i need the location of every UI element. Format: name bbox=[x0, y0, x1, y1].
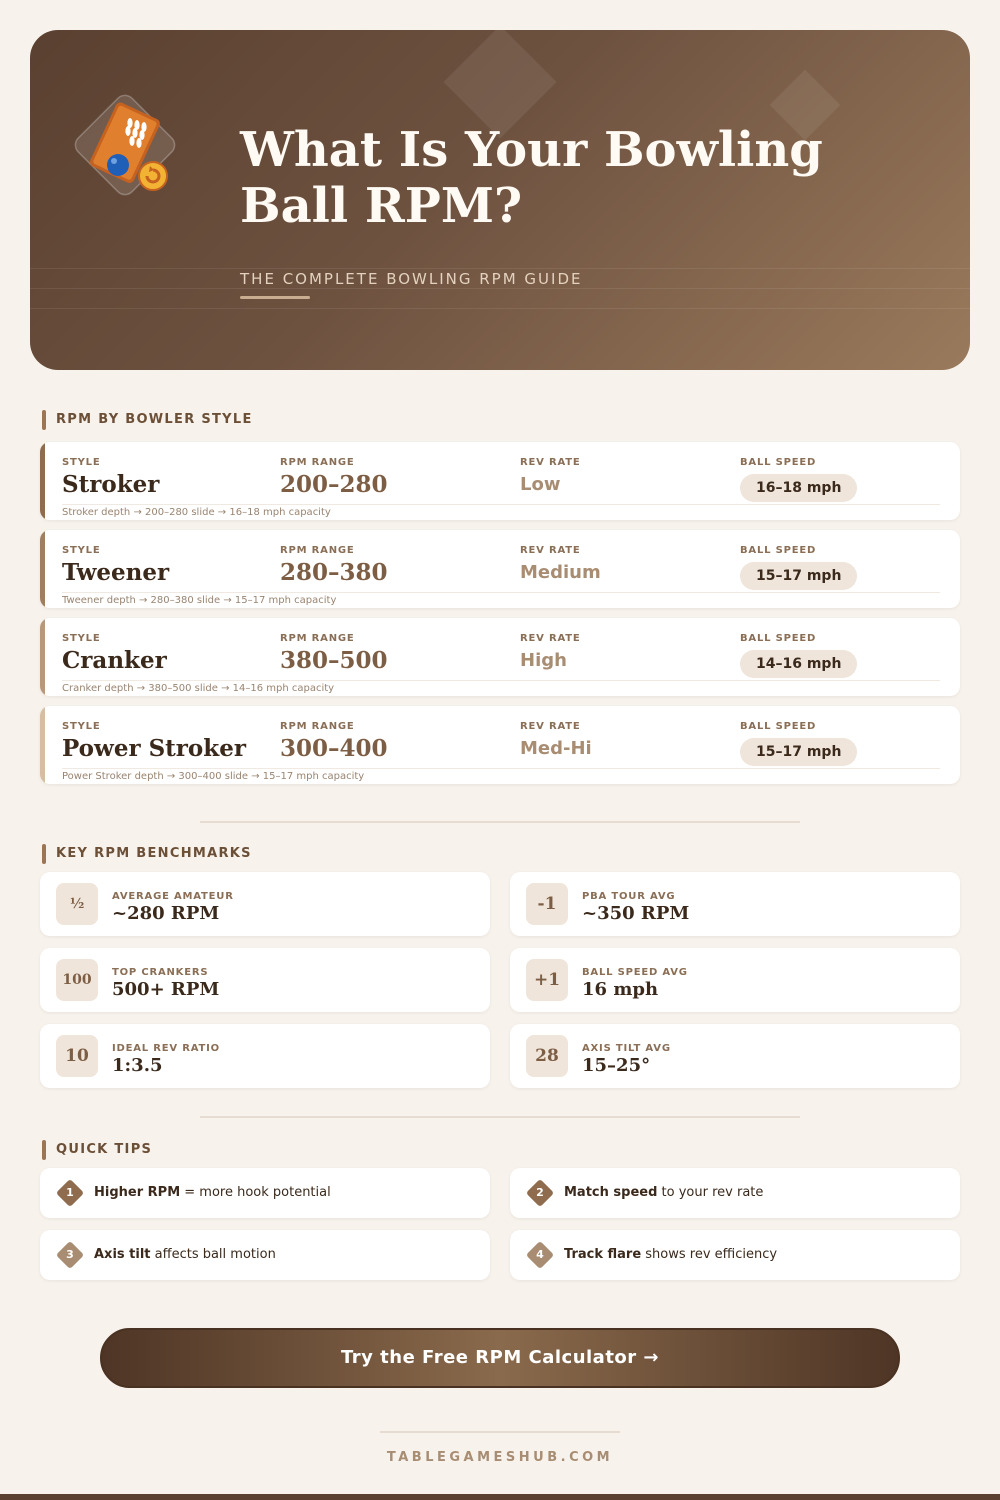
tip-number: 4 bbox=[536, 1248, 544, 1261]
section-title-benchmarks: KEY RPM BENCHMARKS bbox=[42, 844, 252, 864]
ball-speed-label: BALL SPEED bbox=[740, 633, 817, 644]
section-divider bbox=[200, 821, 800, 823]
ball-speed-label: BALL SPEED bbox=[740, 721, 817, 732]
tip-bold: Axis tilt bbox=[94, 1247, 151, 1262]
page-subtitle: THE COMPLETE BOWLING RPM GUIDE bbox=[240, 270, 583, 288]
benchmark-badge: -1 bbox=[526, 883, 568, 925]
hero-line bbox=[30, 268, 970, 269]
ball-speed-pill: 14–16 mph bbox=[740, 650, 857, 678]
footer-divider bbox=[380, 1431, 620, 1433]
rpm-range-value: 280–380 bbox=[280, 559, 388, 586]
tip-card bbox=[40, 1230, 490, 1280]
bowling-lane-icon bbox=[70, 90, 180, 200]
benchmark-card bbox=[510, 948, 960, 1012]
card-divider bbox=[62, 680, 940, 681]
style-note: Cranker depth → 380–500 slide → 14–16 mph capacity bbox=[62, 683, 335, 694]
style-note: Stroker depth → 200–280 slide → 16–18 mph capacity bbox=[62, 507, 331, 518]
benchmark-value: 16 mph bbox=[582, 979, 659, 1000]
benchmark-value: ~350 RPM bbox=[582, 903, 690, 924]
ball-speed-pill: 16–18 mph bbox=[740, 474, 857, 502]
section-title-styles: RPM BY BOWLER STYLE bbox=[42, 410, 253, 430]
rpm-range-label: RPM RANGE bbox=[280, 545, 355, 556]
ball-speed-pill: 15–17 mph bbox=[740, 738, 857, 766]
section-divider bbox=[200, 1116, 800, 1118]
style-name: Cranker bbox=[62, 647, 167, 674]
card-divider bbox=[62, 504, 940, 505]
rpm-range-label: RPM RANGE bbox=[280, 721, 355, 732]
rpm-range-label: RPM RANGE bbox=[280, 633, 355, 644]
benchmark-badge: ½ bbox=[56, 883, 98, 925]
rpm-range-value: 200–280 bbox=[280, 471, 388, 498]
benchmark-badge: 10 bbox=[56, 1035, 98, 1077]
benchmark-badge: 28 bbox=[526, 1035, 568, 1077]
benchmark-value: 500+ RPM bbox=[112, 979, 220, 1000]
ball-speed-pill: 15–17 mph bbox=[740, 562, 857, 590]
tip-number: 3 bbox=[66, 1248, 74, 1261]
style-label: STYLE bbox=[62, 457, 101, 468]
rev-rate-value: High bbox=[520, 650, 567, 671]
benchmark-card bbox=[510, 1024, 960, 1088]
tip-text bbox=[564, 1247, 777, 1262]
tip-number: 2 bbox=[536, 1186, 544, 1199]
tip-bold: Higher RPM bbox=[94, 1185, 181, 1200]
subtitle-underline bbox=[240, 296, 310, 299]
tip-number-icon bbox=[526, 1179, 554, 1207]
benchmark-badge: 100 bbox=[56, 959, 98, 1001]
tip-number-icon bbox=[56, 1179, 84, 1207]
tip-card bbox=[40, 1168, 490, 1218]
tip-number-icon bbox=[56, 1241, 84, 1269]
benchmark-value: ~280 RPM bbox=[112, 903, 220, 924]
bottom-bar bbox=[0, 1494, 1000, 1500]
style-name: Tweener bbox=[62, 559, 170, 586]
style-card-accent bbox=[40, 530, 45, 608]
style-card-accent bbox=[40, 442, 45, 520]
rev-rate-value: Medium bbox=[520, 562, 601, 583]
benchmark-value: 15–25° bbox=[582, 1055, 651, 1076]
style-label: STYLE bbox=[62, 633, 101, 644]
benchmark-label: AXIS TILT AVG bbox=[582, 1043, 671, 1054]
rev-rate-value: Med-Hi bbox=[520, 738, 592, 759]
hero-banner bbox=[30, 30, 970, 370]
tip-text bbox=[94, 1185, 331, 1200]
rpm-calculator-button[interactable]: Try the Free RPM Calculator → bbox=[100, 1328, 900, 1388]
rpm-range-label: RPM RANGE bbox=[280, 457, 355, 468]
tip-rest: affects ball motion bbox=[150, 1247, 276, 1262]
rev-rate-label: REV RATE bbox=[520, 457, 581, 468]
style-label: STYLE bbox=[62, 721, 101, 732]
ball-speed-label: BALL SPEED bbox=[740, 457, 817, 468]
benchmark-label: TOP CRANKERS bbox=[112, 967, 209, 978]
ball-speed-label: BALL SPEED bbox=[740, 545, 817, 556]
tip-number: 1 bbox=[66, 1186, 74, 1199]
style-card-accent bbox=[40, 706, 45, 784]
style-note: Tweener depth → 280–380 slide → 15–17 mph capacity bbox=[62, 595, 337, 606]
tip-card bbox=[510, 1230, 960, 1280]
tip-rest: = more hook potential bbox=[180, 1185, 331, 1200]
footer-site-link[interactable]: TABLEGAMESHUB.COM bbox=[386, 1450, 614, 1465]
benchmark-card bbox=[40, 1024, 490, 1088]
benchmark-card bbox=[510, 872, 960, 936]
tip-card bbox=[510, 1168, 960, 1218]
hero-line bbox=[30, 308, 970, 309]
tip-text bbox=[94, 1247, 276, 1262]
rpm-range-value: 300–400 bbox=[280, 735, 388, 762]
tip-rest: shows rev efficiency bbox=[641, 1247, 778, 1262]
hero-line bbox=[30, 288, 970, 289]
benchmark-label: BALL SPEED AVG bbox=[582, 967, 688, 978]
card-divider bbox=[62, 592, 940, 593]
style-name: Stroker bbox=[62, 471, 160, 498]
benchmark-card bbox=[40, 948, 490, 1012]
benchmark-label: IDEAL REV RATIO bbox=[112, 1043, 220, 1054]
rpm-range-value: 380–500 bbox=[280, 647, 388, 674]
rev-rate-label: REV RATE bbox=[520, 545, 581, 556]
style-card bbox=[40, 442, 960, 520]
tip-text bbox=[564, 1185, 763, 1200]
style-card bbox=[40, 530, 960, 608]
tip-bold: Track flare bbox=[564, 1247, 642, 1262]
tip-rest: to your rev rate bbox=[657, 1185, 764, 1200]
style-card bbox=[40, 618, 960, 696]
rev-rate-label: REV RATE bbox=[520, 721, 581, 732]
tip-bold: Match speed bbox=[564, 1185, 658, 1200]
tip-number-icon bbox=[526, 1241, 554, 1269]
card-divider bbox=[62, 768, 940, 769]
rev-rate-label: REV RATE bbox=[520, 633, 581, 644]
benchmark-card bbox=[40, 872, 490, 936]
style-card bbox=[40, 706, 960, 784]
style-card-accent bbox=[40, 618, 45, 696]
style-name: Power Stroker bbox=[62, 735, 246, 762]
benchmark-badge: +1 bbox=[526, 959, 568, 1001]
page-title: What Is Your Bowling Ball RPM? bbox=[240, 122, 823, 234]
benchmark-value: 1:3.5 bbox=[112, 1055, 163, 1076]
style-note: Power Stroker depth → 300–400 slide → 15–17 mph capacity bbox=[62, 771, 365, 782]
benchmark-label: AVERAGE AMATEUR bbox=[112, 891, 234, 902]
section-title-tips: QUICK TIPS bbox=[42, 1140, 152, 1160]
benchmark-label: PBA TOUR AVG bbox=[582, 891, 676, 902]
style-label: STYLE bbox=[62, 545, 101, 556]
rev-rate-value: Low bbox=[520, 474, 561, 495]
